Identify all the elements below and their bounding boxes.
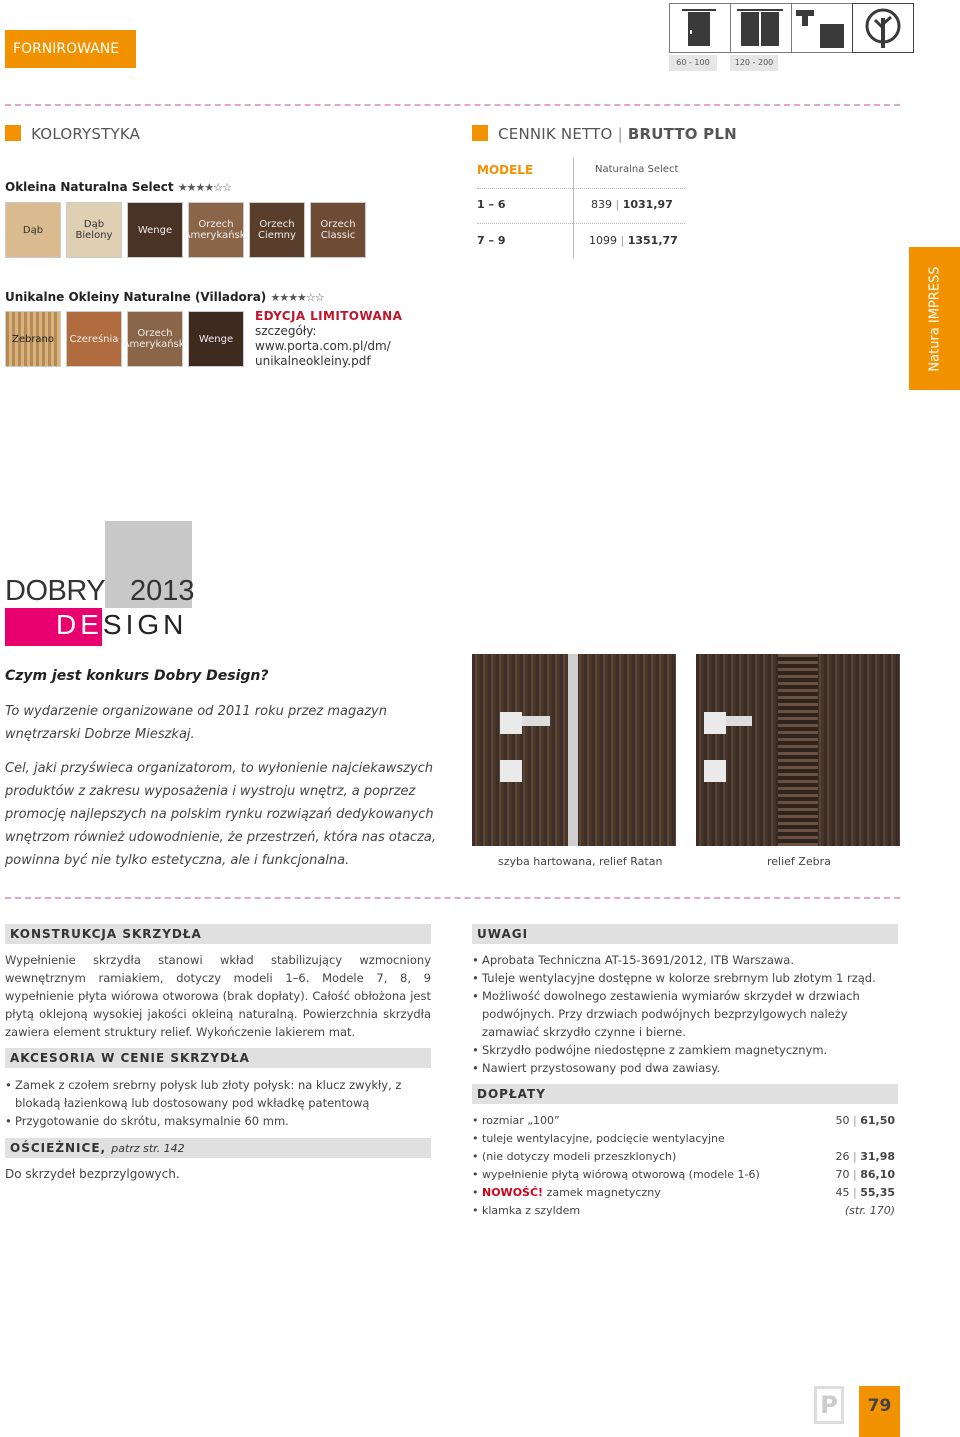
list-item: • Przygotowanie do skrótu, maksymalnie 60 mm.	[5, 1112, 431, 1130]
list-item: • Możliwość dowolnego zestawienia wymiarów skrzydeł w drzwiach podwójnych. Przy drzwiach podwójnych bezprzylgowych należy zamawiać skrzydło czynne i bierne.	[472, 987, 898, 1041]
price-row-2: 1099 | 1351,77	[589, 234, 678, 247]
rating-stars: ★★★★☆☆	[270, 291, 324, 304]
logo-dobry: DOBRY	[5, 575, 106, 607]
question-heading: Czym jest konkurs Dobry Design?	[5, 668, 269, 684]
range-label-single: 60 - 100	[669, 55, 717, 71]
swatch-wenge[interactable]: Wenge	[127, 202, 183, 258]
price-brutto: 1031,97	[622, 198, 673, 211]
table-divider	[573, 158, 574, 258]
swatch-dab-bielony[interactable]: Dąb Bielony	[66, 202, 122, 258]
group2-title: Unikalne Okleiny Naturalne (Villadora) ★★★★☆☆	[5, 290, 324, 304]
uwagi-heading: UWAGI	[472, 924, 898, 944]
side-tab[interactable]: Natura IMPRESS	[909, 247, 960, 390]
list-item: • Nawiert przystosowany pod dwa zawiasy.	[472, 1059, 898, 1077]
limited-edition-details: szczegóły:	[255, 324, 317, 338]
orange-square-icon	[472, 125, 488, 141]
divider	[5, 897, 900, 899]
row-sep	[477, 223, 685, 224]
swatch-czeresnia[interactable]: Czereśnia	[66, 311, 122, 367]
door-single-icon	[669, 3, 731, 53]
limited-edition-title: EDYCJA LIMITOWANA	[255, 309, 403, 323]
price-row-1: 839 | 1031,97	[591, 198, 673, 211]
konstrukcja-text: Wypełnienie skrzydła stanowi wkład stabilizujący wzmocniony wewnętrznym ramiakiem, dotyczy modeli 1–6. Modele 7, 8, 9 wypełnienie płyta wiórowa otworowa (brak dopłaty). Całość obłożona jest płytą oklejoną wysokiej jakości okleiną naturalną. Powierzchnia skrzydła zawiera element struktury relief. Wykończenie lakierem mat.	[5, 953, 431, 1039]
doplata-row: • klamka z szyldem (str. 170)	[472, 1202, 895, 1220]
list-item: • Tuleje wentylacyjne dostępne w kolorze srebrnym lub złotym 1 rząd.	[472, 969, 898, 987]
price-netto: 1099	[589, 234, 617, 247]
cennik-heading: CENNIK NETTO | BRUTTO PLN	[472, 124, 737, 143]
doplata-row: • wypełnienie płytą wiórową otworową (modele 1-6) 70 | 86,10	[472, 1166, 895, 1184]
group1-title: Okleina Naturalna Select ★★★★☆☆	[5, 180, 231, 194]
rating-stars: ★★★★☆☆	[177, 181, 231, 194]
range-label-double: 120 - 200	[730, 55, 778, 71]
divider	[5, 104, 900, 106]
porta-logo-icon: P	[814, 1386, 844, 1424]
doplata-row-cont: • (nie dotyczy modeli przeszklonych) 26 | 31,98	[472, 1148, 895, 1166]
uwagi-list	[472, 951, 898, 1077]
oscieznice-text: Do skrzydeł bezprzylgowych.	[5, 1167, 180, 1181]
logo-design: DESIGN	[56, 609, 188, 640]
doplata-row: • rozmiar „100” 50 | 61,50	[472, 1112, 895, 1130]
doplata-row: • tuleje wentylacyjne, podcięcie wentylacyjne	[472, 1130, 895, 1148]
col-models: MODELE	[477, 163, 534, 177]
faucet-icon	[791, 3, 853, 53]
col-variant: Naturalna Select	[595, 164, 679, 175]
akcesoria-list	[5, 1076, 431, 1130]
price-row-model: 7 – 9	[477, 234, 506, 247]
paragraph-2: Cel, jaki przyświeca organizatorom, to wyłonienie najciekawszych produktów z zakresu wyposażenia i wystroju wnętrz, a poprzez promocję najlepszych na polskim rynku rozwiązań dedykowanych wnętrzom również udowodnienie, że przestrzeń, która nas otacza, powinna być nie tylko estetyczna, ale i funkcjonalna.	[5, 761, 436, 868]
swatch-dab[interactable]: Dąb	[5, 202, 61, 258]
doplata-row: • NOWOŚĆ! zamek magnetyczny 45 | 55,35	[472, 1184, 895, 1202]
caption-ratan: szyba hartowana, relief Ratan	[498, 855, 663, 868]
price-brutto: 1351,77	[627, 234, 678, 247]
door-double-icon	[730, 3, 792, 53]
photo-zebra	[696, 654, 900, 846]
orange-square-icon	[5, 125, 21, 141]
doplaty-heading: DOPŁATY	[472, 1084, 898, 1104]
photo-ratan	[472, 654, 676, 846]
swatch-orzech-ciemny[interactable]: Orzech Ciemny	[249, 202, 305, 258]
swatch-orzech-classic[interactable]: Orzech Classic	[310, 202, 366, 258]
swatch-row-1	[5, 202, 366, 258]
row-sep	[477, 188, 685, 189]
akcesoria-heading: AKCESORIA W CENIE SKRZYDŁA	[5, 1048, 431, 1068]
new-badge: NOWOŚĆ!	[482, 1186, 544, 1199]
list-item: • Zamek z czołem srebrny połysk lub złoty połysk: na klucz zwykły, z blokadą łazienkową lub dostosowany pod wkładkę patentową	[5, 1076, 431, 1112]
doplaty-list	[472, 1112, 895, 1220]
limited-edition-url[interactable]: www.porta.com.pl/dm/	[255, 339, 391, 353]
oscieznice-heading: OŚCIEŻNICE, patrz str. 142	[5, 1138, 431, 1158]
kolorystyka-heading: KOLORYSTYKA	[5, 124, 140, 143]
caption-zebra: relief Zebra	[767, 855, 831, 868]
logo-year: 2013	[130, 575, 195, 607]
swatch-orzech-amerykanski-2[interactable]: Orzech Amerykański	[127, 311, 183, 367]
limited-edition-url-2[interactable]: unikalneokleiny.pdf	[255, 354, 371, 368]
konstrukcja-heading: KONSTRUKCJA SKRZYDŁA	[5, 924, 431, 944]
swatch-orzech-amerykanski[interactable]: Orzech Amerykański	[188, 202, 244, 258]
limited-edition-box	[255, 309, 402, 369]
list-item: • Skrzydło podwójne niedostępne z zamkiem magnetycznym.	[472, 1041, 898, 1059]
swatch-zebrano[interactable]: Zebrano	[5, 311, 61, 367]
category-tag: FORNIROWANE	[5, 30, 136, 68]
price-netto: 839	[591, 198, 612, 211]
paragraph-1: To wydarzenie organizowane od 2011 roku przez magazyn wnętrzarski Dobrze Mieszkaj.	[5, 704, 387, 742]
swatch-row-2	[5, 311, 244, 367]
list-item: • Aprobata Techniczna AT-15-3691/2012, ITB Warszawa.	[472, 951, 898, 969]
swatch-wenge-2[interactable]: Wenge	[188, 311, 244, 367]
page-reference[interactable]: (str. 170)	[844, 1204, 895, 1217]
price-row-model: 1 – 6	[477, 198, 506, 211]
page-number: 79	[859, 1386, 900, 1437]
tree-icon	[852, 3, 914, 53]
